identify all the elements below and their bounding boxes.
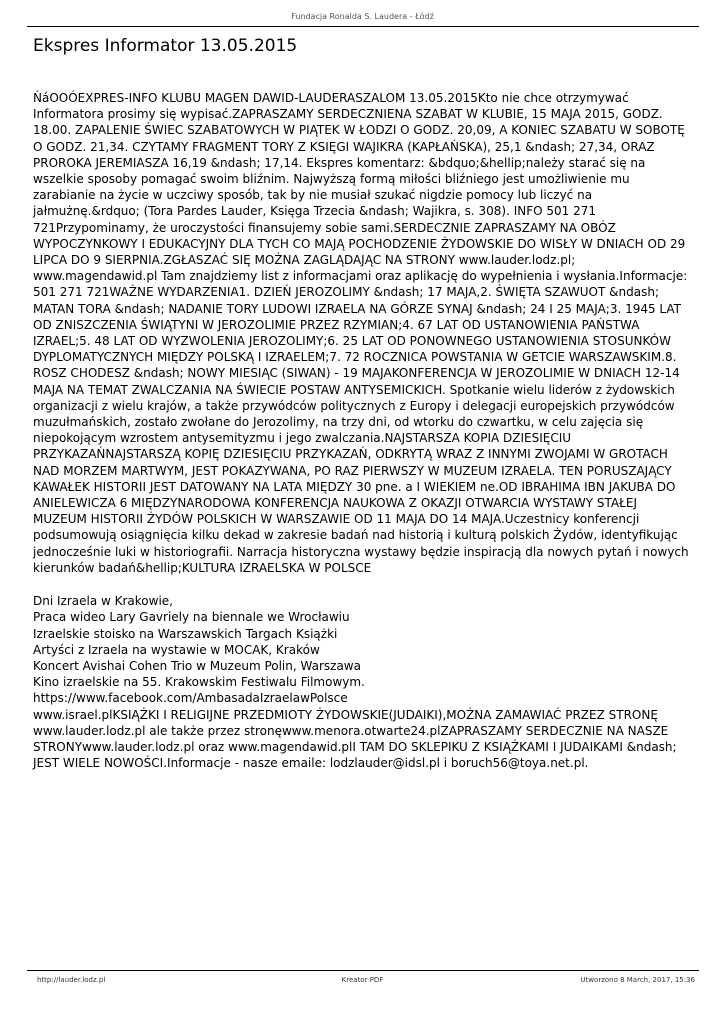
culture-list-item: Praca wideo Lary Gavriely na biennale we Wrocławiu bbox=[33, 610, 350, 625]
footer-divider bbox=[27, 970, 699, 971]
footer-generator: Kreator PDF bbox=[341, 976, 384, 984]
header-divider bbox=[27, 26, 699, 27]
culture-list-item: Izraelskie stoisko na Warszawskich Targach Książki bbox=[33, 626, 338, 641]
footer-created-date: Utworzono 8 March, 2017, 15:36 bbox=[580, 976, 695, 984]
culture-list-item: Koncert Avishai Cohen Trio w Muzeum Polin, Warszawa bbox=[33, 658, 361, 673]
article-paragraph-main: ŃáΟΟÓEXPRES-INFO KLUBU MAGEN DAWID-LAUDERASZALOM 13.05.2015Kto nie chce otrzymywać Informatora prosimy się wypisać.ZAPRASZAMY SERDECZNIENA SZABAT W KLUBIE, 15 MAJA 2015, GODZ. 18.00. ZAPALENIE ŚWIEC SZABATOWYCH W PIĄTEK W ŁODZI O GODZ. 20,09, A KONIEC SZABATU W SOBOTĘ O GODZ. 21,34. CZYTAMY FRAGMENT TORY Z KSIĘGI WAJIKRA (KAPŁAŃSKA), 25,1 &ndash; 27,34, ORAZ PROROKA JEREMIASZA 16,19 &ndash; 17,14. Ekspres komentarz: &bdquo;&hellip;należy starać się na wszelkie sposoby pomagać swoim bliźnim. Najwyższą formą miłości bliźniego jest umożliwienie mu zarabianie na życie w uczciwy sposób, tak by nie musiał szukać nigdzie pomocy lub liczyć na jałmużnę.&rdquo; (Tora Pardes Lauder, Księga Trzecia &ndash; Wajikra, s. 308). INFO 501 271 721Przypominamy, że uroczystości finansujemy sobie sami.SERDECZNIE ZAPRASZAMY NA OBÓZ WYPOCZYNKOWY I EDUKACYJNY DLA TYCH CO MAJĄ POCHODZENIE ŻYDOWSKIE DO WISŁY W DNIACH OD 29 LIPCA DO 9 SIERPNIA.ZGŁASZAĆ SIĘ MOŻNA ZAGLĄDAJĄC NA STRONY www.lauder.lodz.pl; www.magendawid.pl Tam znajdziemy list z informacjami oraz aplikację do wypełnienia i wysłania.Informacje: 501 271 721WAŻNE WYDARZENIA1. DZIEŃ JEROZOLIMY &ndash; 17 MAJA,2. ŚWIĘTA SZAWUOT &ndash; MATAN TORA &ndash; NADANIE TORY LUDOWI IZRAELA NA GÓRZE SYNAJ &ndash; 24 I 25 MAJA;3. 1945 LAT OD ZNISZCZENIA ŚWIĄTYNI W JEROZOLIMIE PRZEZ RZYMIAN;4. 67 LAT OD USTANOWIENIA PAŃSTWA IZRAEL;5. 48 LAT OD WYZWOLENIA JEROZOLIMY;6. 25 LAT OD PONOWNEGO USTANOWIENIA STOSUNKÓW DYPLOMATYCZNYCH MIĘDZY POLSKĄ I IZRAELEM;7. 72 ROCZNICA POWSTANIA W GETCIE WARSZAWSKIM.8. ROSZ CHODESZ &ndash; NOWY MIESIĄC (SIWAN) - 19 MAJAKONFERENCJA W JEROZOLIMIE W DNIACH 12-14 MAJA NA TEMAT ZWALCZANIA NA ŚWIECIE POSTAW ANTYSEMICKICH. Spotkanie wielu liderów z żydowskich organizacji z wielu krajów, a także przywódców politycznych z Europy i delegacji europejskich przywódców muzułmańskich, zostało zwołane do Jerozolimy, na trzy dni, od wtorku do czwartku, w celu zajęcia się niepokojącym wzrostem antysemityzmu i jego zwalczania.NAJSTARSZA KOPIA DZIESIĘCIU PRZYKAZAŃNAJSTARSZĄ KOPIĘ DZIESIĘCIU PRZYKAZAŃ, ODKRYTĄ WRAZ Z INNYMI ZWOJAMI W GROTACH NAD MORZEM MARTWYM, JEST POKAZYWANA, PO RAZ PIERWSZY W MUZEUM IZRAELA. TEN PORUSZAJĄCY KAWAŁEK HISTORII JEST DATOWANY NA LATA MIĘDZY 30 pne. a I WIEKIEM ne.OD IBRAHIMA IBN JAKUBA DO ANIELEWICZA 6 MIĘDZYNARODOWA KONFERENCJA NAUKOWA Z OKAZJI OTWARCIA WYSTAWY STAŁEJ MUZEUM HISTORII ŻYDÓW POLSKICH W WARSZAWIE OD 11 MAJA DO 14 MAJA.Uczestnicy konferencji podsumowują osiągnięcia kilku dekad w zakresie badań nad historią i kulturą polskich Żydów, identyfikując jednocześnie luki w historiografii. Narracja historyczna wystawy będzie inspiracją dla nowych pytań i nowych kierunków badań&hellip;KULTURA IZRAELSKA W POLSCE bbox=[33, 91, 689, 575]
page-header: Fundacja Ronalda S. Laudera - Łódź bbox=[291, 12, 434, 21]
culture-list bbox=[33, 593, 693, 706]
culture-list-item: Dni Izraela w Krakowie, bbox=[33, 594, 173, 609]
article-paragraph-closing: www.israel.plKSIĄŻKI I RELIGIJNE PRZEDMIOTY ŻYDOWSKIE(JUDAIKI),MOŻNA ZAMAWIAĆ PRZEZ STRONĘ www.lauder.lodz.pl ale także przez stronęwww.menora.otwarte24.plZAPRASZAMY SERDECZNIE NA NASZE STRONYwww.lauder.lodz.pl oraz www.magendawid.plI TAM DO SKLEPIKU Z KSIĄŻKAMI I JUDAIKAMI &ndash; JEST WIELE NOWOŚCI.Informacje - nasze emaile: lodzlauder@idsl.pl i boruch56@toya.net.pl. bbox=[33, 707, 677, 771]
paragraph-spacer bbox=[33, 576, 693, 593]
footer-site-link[interactable]: http://lauder.lodz.pl bbox=[37, 976, 106, 984]
culture-list-item: Artyści z Izraela na wystawie w MOCAK, Kraków bbox=[33, 642, 320, 657]
page-title: Ekspres Informator 13.05.2015 bbox=[33, 36, 298, 56]
culture-list-item: Kino izraelskie na 55. Krakowskim Festiwalu Filmowym. bbox=[33, 675, 365, 690]
article-body bbox=[33, 90, 693, 771]
facebook-link[interactable]: https://www.facebook.com/AmbasadaIzraelawPolsce bbox=[33, 691, 348, 706]
